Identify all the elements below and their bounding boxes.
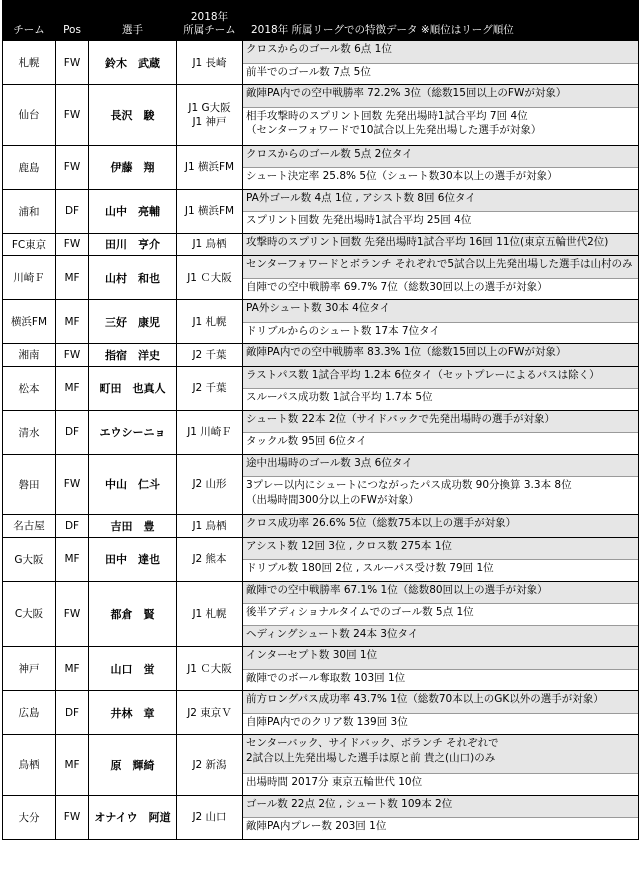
stats-cell	[243, 145, 639, 189]
stats-cell	[243, 537, 639, 581]
header-club	[177, 1, 243, 41]
stats-cell	[243, 515, 639, 538]
header-data: 2018年 所属リーグでの特徴データ ※順位はリーグ順位	[243, 1, 639, 41]
previous-club-cell	[177, 515, 243, 538]
stat-note	[243, 388, 638, 410]
table-row	[3, 344, 639, 367]
previous-club-name: J1 Ｃ大阪	[187, 271, 232, 284]
stat-note-text: 出場時間 2017分 東京五輪世代 10位	[246, 776, 423, 788]
stats-cell	[243, 410, 639, 454]
table-row	[3, 300, 639, 344]
stat-note-text: 2試合以上先発出場した選手は原と前 貴之(山口)のみ	[246, 751, 496, 764]
stat-note	[243, 559, 638, 581]
team-cell: 名古屋	[3, 515, 56, 538]
team-cell: 鳥栖	[3, 735, 56, 796]
previous-club-cell	[177, 366, 243, 410]
stat-note-text: 敵陣でのボール奪取数 103回 1位	[246, 671, 406, 684]
previous-club-cell	[177, 233, 243, 256]
position-cell: MF	[56, 256, 89, 300]
stat-note-text: 後半アディショナルタイムでのゴール数 5点 1位	[246, 606, 474, 618]
stat-note	[243, 796, 638, 818]
previous-club-cell	[177, 454, 243, 515]
position-cell: DF	[56, 691, 89, 735]
position-cell: FW	[56, 344, 89, 367]
stat-note	[243, 455, 638, 477]
stat-note	[243, 322, 638, 344]
player-name-cell: 都倉 賢	[89, 581, 177, 647]
stat-note-text: クロス成功率 26.6% 5位（総数75本以上の選手が対象）	[246, 517, 517, 529]
player-name-cell: 吉田 豊	[89, 515, 177, 538]
stat-note	[243, 691, 638, 713]
stat-note	[243, 603, 638, 625]
stat-note	[243, 476, 638, 514]
stat-note-text: クロスからのゴール数 5点 2位タイ	[246, 147, 413, 160]
table-row	[3, 691, 639, 735]
previous-club-name: J1 札幌	[192, 607, 227, 620]
previous-club-name: J1 横浜FM	[184, 161, 235, 173]
player-name-cell: 中山 仁斗	[89, 454, 177, 515]
position-cell: FW	[56, 454, 89, 515]
stat-note	[243, 432, 638, 454]
previous-club-name: J2 新潟	[192, 758, 227, 771]
position-cell: FW	[56, 145, 89, 189]
team-cell: 磐田	[3, 454, 56, 515]
previous-club-name: J2 山口	[192, 811, 227, 823]
previous-club-name: J2 東京Ｖ	[187, 706, 232, 719]
player-name-cell: オナイウ 阿道	[89, 795, 177, 839]
stat-note-text: ラストパス数 1試合平均 1.2本 6位タイ（セットプレーによるパスは除く）	[246, 368, 600, 381]
stat-note-text: （出場時間300分以上のFWが対象）	[246, 493, 419, 506]
stat-note-text: 敵陣PA内プレー数 203回 1位	[246, 820, 387, 832]
player-name-cell: 町田 也真人	[89, 366, 177, 410]
stat-note	[243, 146, 638, 168]
table-row	[3, 366, 639, 410]
player-name-cell: 長沢 駿	[89, 85, 177, 146]
stat-note	[243, 515, 638, 537]
position-cell: MF	[56, 647, 89, 691]
previous-club-cell	[177, 256, 243, 300]
stat-note	[243, 63, 638, 85]
table-row	[3, 537, 639, 581]
position-cell: DF	[56, 410, 89, 454]
team-cell: 浦和	[3, 189, 56, 233]
team-cell: 川崎Ｆ	[3, 256, 56, 300]
stat-note-text: センターバック、サイドバック、ボランチ それぞれで	[246, 737, 499, 749]
previous-club-name: J1 鳥栖	[192, 519, 227, 532]
stat-note-text: 自陣PA内でのクリア数 139回 3位	[246, 715, 408, 728]
stat-note	[243, 344, 638, 366]
previous-club-name: J2 千葉	[192, 382, 227, 394]
stats-cell	[243, 795, 639, 839]
team-cell: G大阪	[3, 537, 56, 581]
header-row	[3, 1, 639, 41]
stat-note	[243, 190, 638, 212]
header-club-line1: 2018年	[190, 11, 229, 23]
position-cell: MF	[56, 300, 89, 344]
stat-note	[243, 85, 638, 107]
stat-note	[243, 234, 638, 256]
stats-cell	[243, 647, 639, 691]
stat-note	[243, 817, 638, 839]
team-cell: 鹿島	[3, 145, 56, 189]
stat-note-text: 攻撃時のスプリント回数 先発出場時1試合平均 16回 11位(東京五輪世代2位)	[246, 235, 609, 248]
stat-note-text: 3プレー以内にシュートにつながったパス成功数 90分換算 3.3本 8位	[246, 479, 572, 491]
stats-cell	[243, 344, 639, 367]
player-name-cell: 田川 亨介	[89, 233, 177, 256]
position-cell: FW	[56, 85, 89, 146]
stat-note	[243, 582, 638, 604]
previous-club-name: J1 札幌	[192, 315, 227, 328]
stat-note	[243, 41, 638, 63]
stats-cell	[243, 189, 639, 233]
table-body	[3, 41, 639, 840]
stat-note	[243, 411, 638, 433]
table-row	[3, 233, 639, 256]
stat-note-text: ドリブルからのシュート数 17本 7位タイ	[246, 324, 440, 337]
stats-cell	[243, 735, 639, 796]
stat-note-text: 前半でのゴール数 7点 5位	[246, 65, 371, 78]
table-row	[3, 647, 639, 691]
team-cell: C大阪	[3, 581, 56, 647]
team-cell: 札幌	[3, 41, 56, 85]
stat-note-text: クロスからのゴール数 6点 1位	[246, 43, 392, 55]
stats-cell	[243, 85, 639, 146]
transfer-table	[2, 0, 639, 840]
stat-note-text: 敵陣PA内での空中戦勝率 83.3% 1位（総数15回以上のFWが対象）	[246, 346, 567, 358]
header-team: チーム	[3, 1, 56, 41]
stat-note	[243, 625, 638, 647]
stat-note-text: スプリント回数 先発出場時1試合平均 25回 4位	[246, 214, 472, 226]
stat-note-text: センターフォワードとボランチ それぞれで5試合以上先発出場した選手は山村のみ	[246, 258, 633, 270]
previous-club-name: J2 熊本	[192, 553, 227, 565]
table-row	[3, 795, 639, 839]
stat-note-text: （センターフォワードで10試合以上先発出場した選手が対象）	[246, 124, 542, 136]
table-row	[3, 515, 639, 538]
team-cell: 仙台	[3, 85, 56, 146]
previous-club-cell	[177, 189, 243, 233]
previous-club-name: J1 長崎	[192, 56, 227, 69]
player-name-cell: 山村 和也	[89, 256, 177, 300]
stat-note	[243, 107, 638, 145]
stat-note	[243, 367, 638, 389]
previous-club-name: J1 神戸	[192, 115, 227, 128]
player-name-cell: エウシーニョ	[89, 410, 177, 454]
stats-cell	[243, 300, 639, 344]
stat-note-text: シュート数 22本 2位（サイドバックで先発出場時の選手が対象）	[246, 412, 556, 425]
header-pos: Pos	[56, 1, 89, 41]
team-cell: 湘南	[3, 344, 56, 367]
position-cell: MF	[56, 735, 89, 796]
player-name-cell: 山中 亮輔	[89, 189, 177, 233]
stats-cell	[243, 41, 639, 85]
stat-note-text: PA外シュート数 30本 4位タイ	[246, 302, 391, 314]
stat-note-text: 敵陣PA内での空中戦勝率 72.2% 3位（総数15回以上のFWが対象）	[246, 87, 567, 99]
player-name-cell: 田中 達也	[89, 537, 177, 581]
previous-club-cell	[177, 795, 243, 839]
stat-note	[243, 713, 638, 735]
position-cell: FW	[56, 233, 89, 256]
table-row	[3, 256, 639, 300]
previous-club-cell	[177, 300, 243, 344]
stat-note-text: ゴール数 22点 2位 , シュート数 109本 2位	[246, 797, 453, 810]
stats-cell	[243, 454, 639, 515]
previous-club-cell	[177, 537, 243, 581]
team-cell: 横浜FM	[3, 300, 56, 344]
stats-cell	[243, 581, 639, 647]
player-name-cell: 指宿 洋史	[89, 344, 177, 367]
previous-club-cell	[177, 647, 243, 691]
stat-note-text: タックル数 95回 6位タイ	[246, 435, 367, 447]
stat-note	[243, 211, 638, 233]
stat-note	[243, 300, 638, 322]
table-row	[3, 735, 639, 796]
position-cell: FW	[56, 41, 89, 85]
stat-note-text: アシスト数 12回 3位 , クロス数 275本 1位	[246, 539, 452, 552]
table-row	[3, 410, 639, 454]
stat-note-text: ヘディングシュート数 24本 3位タイ	[246, 627, 419, 640]
table-row	[3, 454, 639, 515]
position-cell: FW	[56, 795, 89, 839]
player-name-cell: 三好 康児	[89, 300, 177, 344]
position-cell: MF	[56, 537, 89, 581]
stat-note-text: ドリブル数 180回 2位 , スルーパス受け数 79回 1位	[246, 562, 494, 574]
table-row	[3, 145, 639, 189]
previous-club-name: J1 川崎Ｆ	[187, 426, 232, 438]
stat-note-text: シュート決定率 25.8% 5位（シュート数30本以上の選手が対象）	[246, 170, 558, 182]
team-cell: FC東京	[3, 233, 56, 256]
previous-club-name: J1 鳥栖	[192, 238, 227, 251]
stat-note	[243, 669, 638, 691]
team-cell: 松本	[3, 366, 56, 410]
table-row	[3, 581, 639, 647]
stat-note-text: 敵陣での空中戦勝率 67.1% 1位（総数80回以上の選手が対象）	[246, 583, 548, 596]
stat-note-text: 相手攻撃時のスプリント回数 先発出場時1試合平均 7回 4位	[246, 109, 528, 122]
stats-cell	[243, 256, 639, 300]
table-row	[3, 189, 639, 233]
previous-club-cell	[177, 41, 243, 85]
player-name-cell: 伊藤 翔	[89, 145, 177, 189]
stat-note-text: 途中出場時のゴール数 3点 6位タイ	[246, 456, 413, 469]
stat-note	[243, 538, 638, 560]
stat-note-text: 自陣での空中戦勝率 69.7% 7位（総数30回以上の選手が対象）	[246, 280, 548, 293]
player-name-cell: 井林 章	[89, 691, 177, 735]
stat-note-text: スルーパス成功数 1試合平均 1.7本 5位	[246, 391, 433, 403]
stat-note	[243, 278, 638, 300]
header-player: 選手	[89, 1, 177, 41]
previous-club-name: J2 千葉	[192, 348, 227, 361]
stat-note-text: インターセプト数 30回 1位	[246, 649, 378, 661]
table-row	[3, 85, 639, 146]
position-cell: DF	[56, 515, 89, 538]
player-name-cell: 山口 蛍	[89, 647, 177, 691]
stats-cell	[243, 691, 639, 735]
team-cell: 神戸	[3, 647, 56, 691]
team-cell: 大分	[3, 795, 56, 839]
player-name-cell: 原 輝綺	[89, 735, 177, 796]
table-row	[3, 41, 639, 85]
previous-club-name: J1 G大阪	[188, 101, 231, 114]
position-cell: DF	[56, 189, 89, 233]
stats-cell	[243, 233, 639, 256]
stat-note	[243, 647, 638, 669]
previous-club-cell	[177, 735, 243, 796]
stat-note	[243, 167, 638, 189]
previous-club-cell	[177, 410, 243, 454]
header-club-line2: 所属チーム	[183, 24, 236, 36]
previous-club-cell	[177, 85, 243, 146]
stat-note-text: 前方ロングパス成功率 43.7% 1位（総数70本以上のGK以外の選手が対象）	[246, 693, 604, 705]
previous-club-name: J2 山形	[192, 478, 227, 491]
stat-note	[243, 735, 638, 773]
stat-note	[243, 773, 638, 795]
stat-note	[243, 256, 638, 278]
previous-club-cell	[177, 691, 243, 735]
stats-cell	[243, 366, 639, 410]
player-name-cell: 鈴木 武蔵	[89, 41, 177, 85]
previous-club-name: J1 Ｃ大阪	[187, 662, 232, 675]
stat-note-text: PA外ゴール数 4点 1位 , アシスト数 8回 6位タイ	[246, 191, 476, 204]
team-cell: 広島	[3, 691, 56, 735]
position-cell: FW	[56, 581, 89, 647]
previous-club-name: J1 横浜FM	[184, 205, 235, 217]
team-cell: 清水	[3, 410, 56, 454]
previous-club-cell	[177, 344, 243, 367]
position-cell: MF	[56, 366, 89, 410]
previous-club-cell	[177, 581, 243, 647]
previous-club-cell	[177, 145, 243, 189]
